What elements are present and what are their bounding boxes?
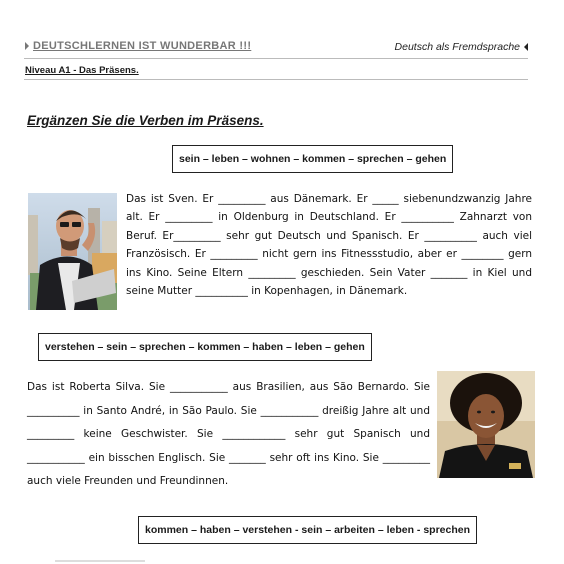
level-label: Niveau A1 - Das Präsens.	[25, 65, 139, 76]
triangle-left-icon	[524, 43, 528, 51]
footer-divider	[55, 560, 145, 562]
verb-list-2: verstehen – sein – sprechen – kommen – haben – leben – gehen	[45, 341, 365, 353]
verb-list-3: kommen – haben – verstehen - sein – arbeiten – leben - sprechen	[145, 524, 471, 536]
photo-roberta	[437, 371, 535, 478]
site-title: DEUTSCHLERNEN IST WUNDERBAR !!!	[33, 40, 252, 52]
header-right-title	[395, 41, 528, 53]
verb-list-1: sein – leben – wohnen – kommen – sprechen – gehen	[179, 153, 447, 165]
verb-box-3	[138, 516, 477, 544]
header-left-title	[25, 40, 251, 52]
task-instruction: Ergänzen Sie die Verben im Präsens.	[27, 113, 264, 128]
verb-box-1	[172, 145, 453, 173]
exercise-2-text: Das ist Roberta Silva. Sie ___________ aus Brasilien, aus São Bernardo. Sie __________ in Santo André, in São Paulo. Sie ___________ dreißig Jahre alt und _________ keine Geschwister. Sie ____________ sehr gut Spanisch und ___________ ein bisschen Englisch. Sie _______ sehr oft ins Kino. Sie _________ auch viele Freunden und Freundinnen.	[27, 381, 430, 487]
verb-box-2	[38, 333, 372, 361]
photo-sven	[28, 193, 117, 310]
subject-title: Deutsch als Fremdsprache	[394, 41, 520, 53]
exercise-1-text: Das ist Sven. Er _________ aus Dänemark. Er _____ siebenundzwanzig Jahre alt. Er _________ in Oldenburg in Deutschland. Er __________ Zahnarzt von Beruf. Er_________ sehr gut Deutsch und Spanisch. Er __________ auch viel Französisch. Er _________ nicht gern ins Fitnessstudio, aber er ________ gern ins Kino. Seine Eltern _________ geschieden. Sein Vater _______ in Kiel und seine Mutter __________ in Kopenhagen, in Dänemark.	[126, 193, 532, 298]
level-divider	[24, 79, 528, 80]
header-divider	[24, 58, 528, 59]
triangle-right-icon	[25, 42, 29, 50]
